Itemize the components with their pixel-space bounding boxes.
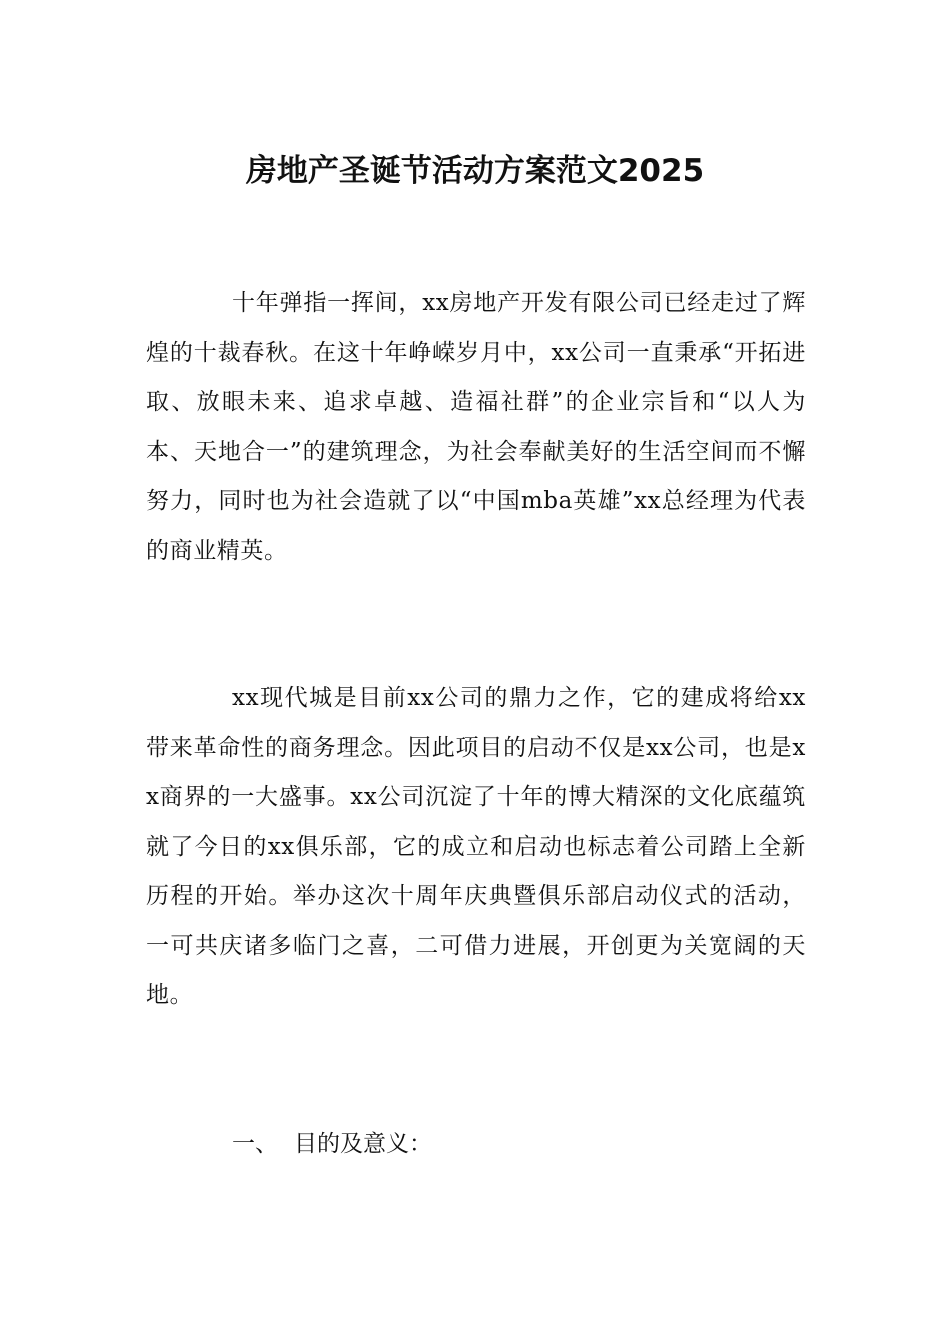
body-paragraph-1: 十年弹指一挥间，xx房地产开发有限公司已经走过了辉煌的十裁春秋。在这十年峥嵘岁月中，xx公司一直秉承“开拓进取、放眼未来、追求卓越、造福社群”的企业宗旨和“以人为本、天地合一”的建筑理念，为社会奉献美好的生活空间而不懈努力，同时也为社会造就了以“中国mba英雄”xx总经理为代表的商业精英。 — [146, 290, 806, 564]
section-heading — [232, 1120, 432, 1170]
body-paragraph-2: xx现代城是目前xx公司的鼎力之作，它的建成将给xx带来革命性的商务理念。因此项目的启动不仅是xx公司，也是xx商界的一大盛事。xx公司沉淀了十年的博大精深的文化底蕴筑就了今日的xx俱乐部，它的成立和启动也标志着公司踏上全新历程的开始。举办这次十周年庆典暨俱乐部启动仪式的活动，一可共庆诸多临门之喜，二可借力进展，开创更为关宽阔的天地。 — [146, 685, 806, 1008]
section-heading-number: 一、 — [232, 1131, 278, 1157]
section-heading-text: 目的及意义： — [294, 1131, 432, 1157]
document-title: 房地产圣诞节活动方案范文2025 — [245, 152, 705, 189]
